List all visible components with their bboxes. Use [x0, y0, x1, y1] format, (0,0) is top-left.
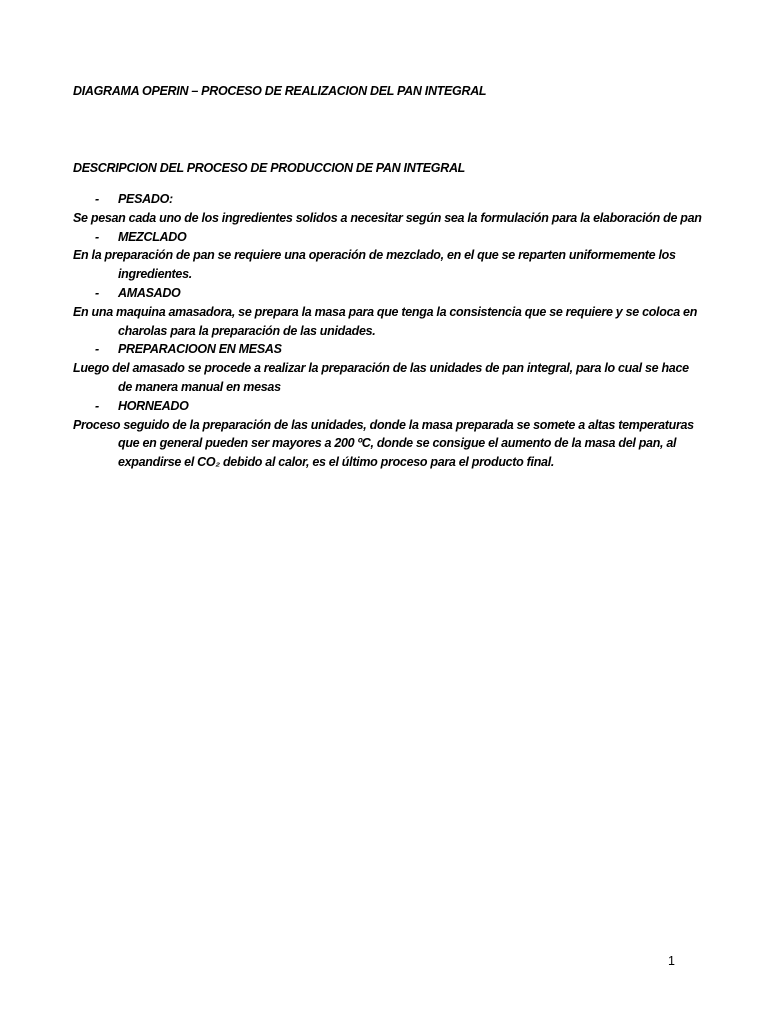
step-description: En una maquina amasadora, se prepara la masa para que tenga la consistencia que se requiere y se coloca en charolas para la preparación de las unidades. [73, 304, 698, 338]
step-pesado [73, 190, 703, 228]
step-description: Proceso seguido de la preparación de las unidades, donde la masa preparada se somete a altas temperaturas que en general pueden ser mayores a 200 ºC, donde se consigue el aumento de la masa del pan, al expandirse el CO₂ debido al calor, es el último proceso para el producto final. [73, 417, 694, 470]
step-horneado [73, 397, 703, 472]
step-heading [73, 284, 703, 303]
step-label: PESADO: [118, 192, 173, 206]
step-heading [73, 397, 703, 416]
process-steps-list [73, 190, 703, 472]
step-label: AMASADO [118, 285, 181, 300]
step-heading [73, 228, 703, 247]
bullet-dash: - [95, 285, 99, 300]
step-label: MEZCLADO [118, 229, 187, 244]
step-heading [73, 340, 703, 359]
step-label: HORNEADO [118, 398, 189, 413]
bullet-dash: - [95, 398, 99, 413]
document-title: DIAGRAMA OPERIN – PROCESO DE REALIZACION DEL PAN INTEGRAL [73, 84, 487, 98]
section-heading: DESCRIPCION DEL PROCESO DE PRODUCCION DE PAN INTEGRAL [73, 161, 466, 175]
bullet-dash: - [95, 229, 99, 244]
step-preparacion-en-mesas [73, 340, 703, 396]
step-mezclado [73, 228, 703, 284]
step-description: Se pesan cada uno de los ingredientes solidos a necesitar según sea la formulación para la elaboración de pan [73, 210, 702, 225]
step-description: En la preparación de pan se requiere una operación de mezclado, en el que se reparten uniformemente los ingredientes. [73, 248, 676, 282]
step-amasado [73, 284, 703, 340]
bullet-dash: - [95, 192, 99, 206]
step-heading [73, 190, 703, 209]
page-number: 1 [668, 954, 675, 968]
bullet-dash: - [95, 342, 99, 357]
step-label: PREPARACIOON EN MESAS [118, 342, 282, 357]
step-description: Luego del amasado se procede a realizar la preparación de las unidades de pan integral, para lo cual se hace de manera manual en mesas [73, 361, 689, 394]
